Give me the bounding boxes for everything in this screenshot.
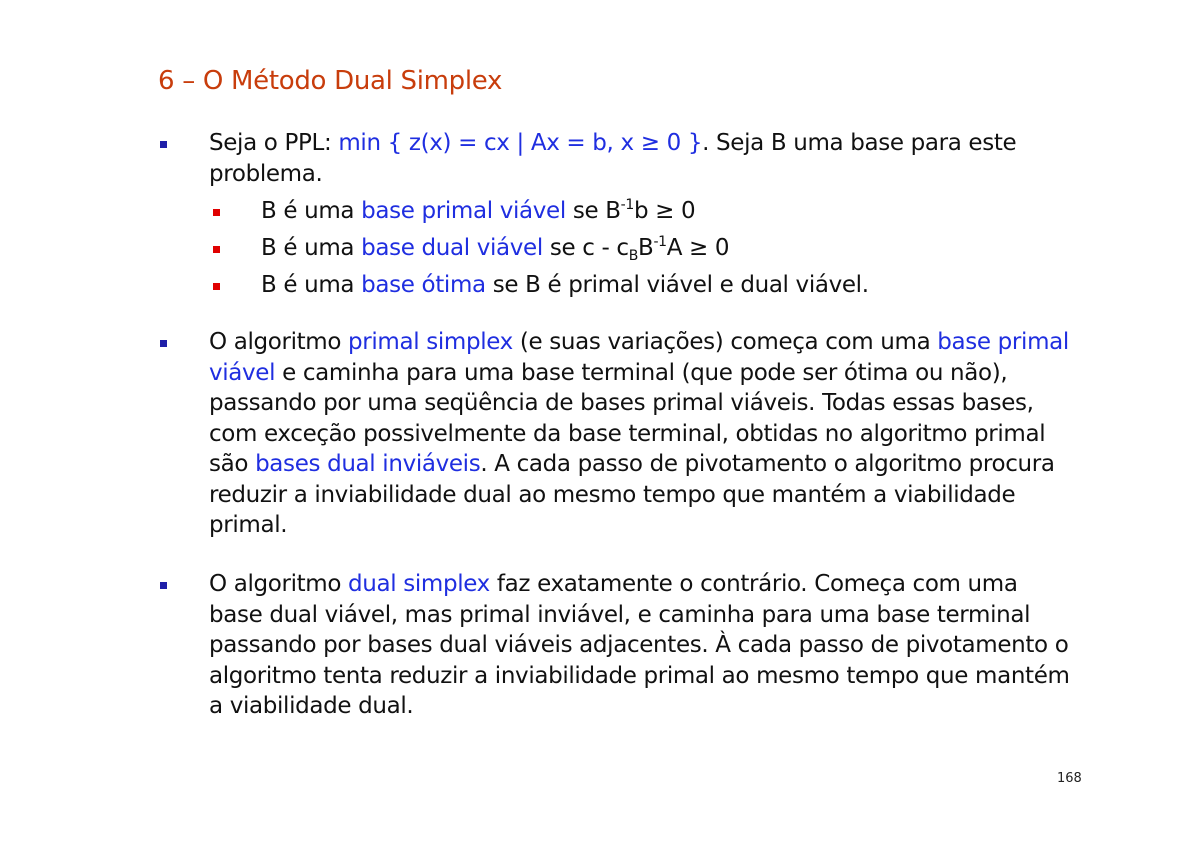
bullet-3-line-5: a viabilidade dual. <box>209 693 414 719</box>
sub-bullet-2: B é uma base dual viável se $c - c_BB^{-1}A \ge 0$ <box>261 233 729 264</box>
bullet-square-icon <box>213 283 220 290</box>
bullet-3 <box>209 569 1089 722</box>
bullet-3-line-4: algoritmo tenta reduzir a inviabilidade primal ao mesmo tempo que mantém <box>209 662 1070 689</box>
bullet-1-line-2: problema. <box>209 160 323 187</box>
bullet-2-line-4: com exceção possivelmente da base terminal, obtidas no algoritmo primal <box>209 420 1046 447</box>
bullet-1-line-1: Seja o PPL: min { z(x) = cx | Ax = b, x ≥ 0 }. Seja B uma base para este <box>209 130 1017 156</box>
bullet-2-line-6: reduzir a inviabilidade dual ao mesmo tempo que mantém a viabilidade <box>209 481 1016 508</box>
bullet-2 <box>209 327 1089 541</box>
bullet-square-icon <box>160 340 167 347</box>
slide-title: 6 – O Método Dual Simplex <box>158 66 503 96</box>
bullet-2-line-7: primal. <box>209 512 288 538</box>
bullet-square-icon <box>213 246 220 253</box>
bullet-square-icon <box>160 582 167 589</box>
bullet-2-line-2: viável e caminha para uma base terminal (que pode ser ótima ou não), <box>209 359 1008 386</box>
page-number: 168 <box>1057 771 1082 786</box>
sub-bullet-1: B é uma base primal viável se $B^{-1}b \ge 0$ <box>261 196 695 227</box>
bullet-2-line-3: passando por uma seqüência de bases primal viáveis. Todas essas bases, <box>209 390 1034 416</box>
bullet-2-line-1: O algoritmo primal simplex (e suas variações) começa com uma base primal <box>209 329 1069 355</box>
sub-bullet-3: B é uma base ótima se B é primal viável e dual viável. <box>261 270 869 301</box>
bullet-square-icon <box>160 141 167 148</box>
bullet-1 <box>209 128 1089 189</box>
bullet-square-icon <box>213 209 220 216</box>
bullet-3-line-2: base dual viável, mas primal inviável, e caminha para uma base terminal <box>209 601 1031 628</box>
bullet-3-line-1: O algoritmo dual simplex faz exatamente o contrário. Começa com uma <box>209 571 1018 597</box>
bullet-2-line-5: são bases dual inviáveis. A cada passo de pivotamento o algoritmo procura <box>209 451 1055 477</box>
bullet-3-line-3: passando por bases dual viáveis adjacentes. À cada passo de pivotamento o <box>209 632 1069 658</box>
ppl-formula: min { z(x) = cx | Ax = b, x ≥ 0 } <box>338 130 703 156</box>
